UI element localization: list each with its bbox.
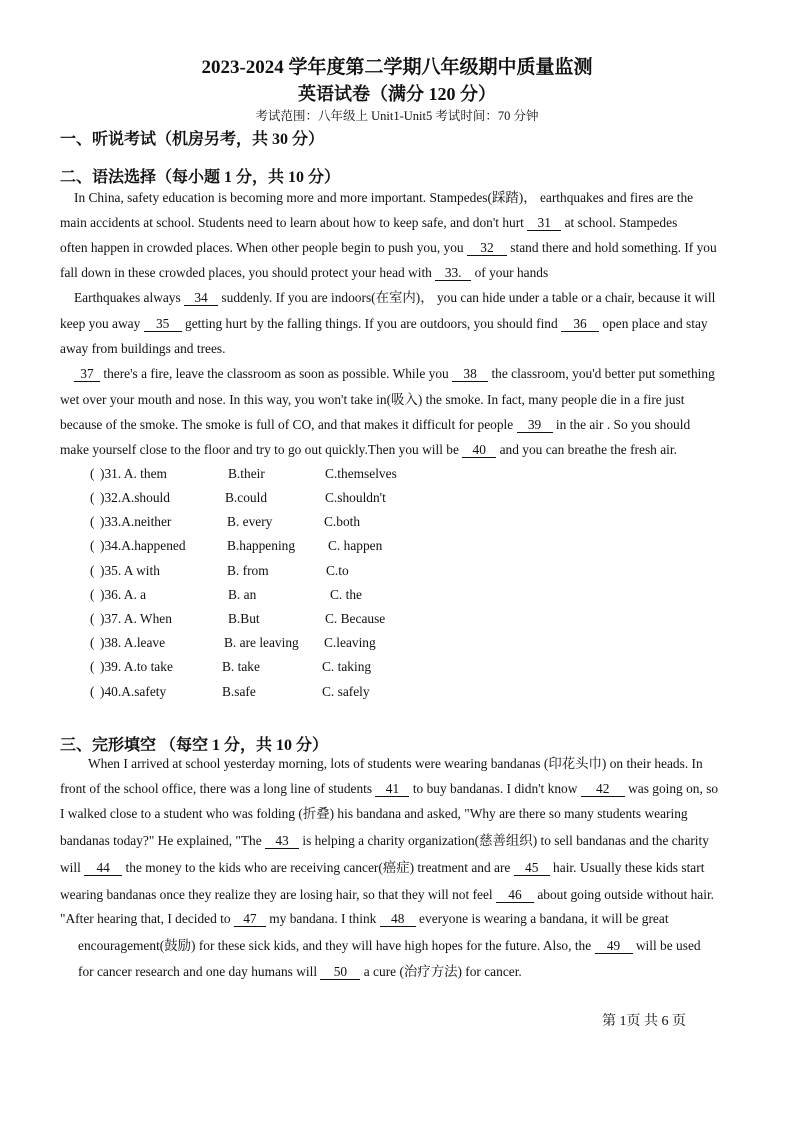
option-b: B.happening xyxy=(227,538,296,553)
option-b: B.But xyxy=(228,611,260,626)
option-c: C.leaving xyxy=(324,635,376,650)
passage-line: because of the smoke. The smoke is full of CO, and that makes it difficult for people 39 in the air . So you should xyxy=(60,417,691,432)
blank-31: 31 xyxy=(527,215,561,231)
answer-paren[interactable]: ( xyxy=(90,563,95,578)
option-a: )34.A.happened xyxy=(100,538,186,553)
answer-paren[interactable]: ( xyxy=(90,490,95,505)
passage-line: Earthquakes always 34 suddenly. If you are indoors(在室内)， you can hide under a table or a chair, because it will xyxy=(74,290,716,305)
option-c: C. happen xyxy=(328,538,383,553)
blank-35: 35 xyxy=(144,316,182,332)
option-b: B. take xyxy=(222,659,260,674)
option-a: )35. A with xyxy=(100,563,160,578)
option-c: C. Because xyxy=(325,611,386,626)
passage-line: wearing bandanas once they realize they are losing hair, so that they will not feel 46 about going outside without hair. xyxy=(60,887,715,902)
option-b: B. are leaving xyxy=(224,635,299,650)
blank-40: 40 xyxy=(462,442,496,458)
answer-paren[interactable]: ( xyxy=(90,635,95,650)
passage-line: wet over your mouth and nose. In this way, you won't take in(吸入) the smoke. In fact, many people die in a fire just xyxy=(60,392,685,407)
blank-41: 41 xyxy=(375,781,409,797)
page-number: 第 1页 共 6 页 xyxy=(602,1014,686,1029)
section3-heading: 三、完形填空 （每空 1 分，共 10 分） xyxy=(60,737,329,754)
passage-line: In China, safety education is becoming more and more important. Stampedes(踩踏)， earthquakes and fires are the xyxy=(74,190,694,205)
passage-line: make yourself close to the floor and try to go out quickly.Then you will be 40 and you can breathe the fresh air. xyxy=(60,442,677,457)
blank-37: 37 xyxy=(74,366,100,382)
option-a: )33.A.neither xyxy=(100,514,172,529)
blank-44: 44 xyxy=(84,860,122,876)
option-a: )38. A.leave xyxy=(100,635,166,650)
answer-paren[interactable]: ( xyxy=(90,538,95,553)
passage-line: often happen in crowded places. When other people begin to push you, you 32 stand there and hold something. If you xyxy=(60,240,717,255)
option-a: )39. A.to take xyxy=(100,659,173,674)
blank-39: 39 xyxy=(517,417,553,433)
section2-heading: 二、语法选择（每小题 1 分，共 10 分） xyxy=(60,169,341,186)
blank-46: 46 xyxy=(496,887,534,903)
passage-line: bandanas today?" He explained, "The 43 is helping a charity organization(慈善组织) to sell bandanas and the charity xyxy=(60,833,709,848)
passage-line: for cancer research and one day humans will 50 a cure (治疗方法) for cancer. xyxy=(78,964,522,979)
option-b: B.could xyxy=(225,490,268,505)
blank-43: 43 xyxy=(265,833,299,849)
blank-33: 33. xyxy=(435,265,471,281)
blank-34: 34 xyxy=(184,290,218,306)
option-b: B.safe xyxy=(222,684,256,699)
option-b: B. an xyxy=(228,587,257,602)
passage-line: When I arrived at school yesterday morning, lots of students were wearing bandanas (印花头巾) on their heads. In xyxy=(88,756,703,771)
option-c: C. safely xyxy=(322,684,370,699)
passage-line: front of the school office, there was a long line of students 41 to buy bandanas. I didn't know 42 was going on, so xyxy=(60,781,719,796)
blank-49: 49 xyxy=(595,938,633,954)
blank-45: 45 xyxy=(514,860,550,876)
option-b: B. every xyxy=(227,514,273,529)
passage-line: "After hearing that, I decided to 47 my bandana. I think 48 everyone is wearing a bandana, it will be great xyxy=(60,911,669,926)
passage-line: main accidents at school. Students need to learn about how to keep safe, and don't hurt 31 at school. Stampedes xyxy=(60,215,678,230)
option-a: )40.A.safety xyxy=(100,684,167,699)
option-c: C. taking xyxy=(322,659,372,674)
blank-48: 48 xyxy=(380,911,416,927)
answer-paren[interactable]: ( xyxy=(90,659,95,674)
option-c: C.shouldn't xyxy=(325,490,386,505)
option-a: )32.A.should xyxy=(100,490,170,505)
passage-line: 37 there's a fire, leave the classroom as soon as possible. While you 38 the classroom, you'd better put something xyxy=(74,365,774,383)
passage-line: I walked close to a student who was folding (折叠) his bandana and asked, "Why are there so many students wearing xyxy=(60,806,688,821)
option-b: B.their xyxy=(228,466,265,481)
option-c: C.both xyxy=(324,514,361,529)
passage-line: encouragement(鼓励) for these sick kids, and they will have high hopes for the future. Also, the 49 will be used xyxy=(78,938,701,953)
blank-38: 38 xyxy=(452,366,488,382)
passage-line: away from buildings and trees. xyxy=(60,341,226,356)
option-a: )31. A. them xyxy=(100,466,167,481)
passage-line: will 44 the money to the kids who are receiving cancer(癌症) treatment and are 45 hair. Usually these kids start xyxy=(60,860,705,875)
answer-paren[interactable]: ( xyxy=(90,514,95,529)
passage-line: fall down in these crowded places, you should protect your head with 33. of your hands xyxy=(60,265,549,280)
blank-47: 47 xyxy=(234,911,266,927)
answer-paren[interactable]: ( xyxy=(90,587,95,602)
option-b: B. from xyxy=(227,563,269,578)
exam-title: 2023-2024 学年度第二学期八年级期中质量监测 xyxy=(201,57,593,78)
passage-line: keep you away 35 getting hurt by the falling things. If you are outdoors, you should find 36 open place and stay xyxy=(60,316,708,331)
answer-paren[interactable]: ( xyxy=(90,466,95,481)
option-c: C.to xyxy=(326,563,349,578)
option-a: )37. A. When xyxy=(100,611,172,626)
blank-32: 32 xyxy=(467,240,507,256)
exam-info: 考试范围：八年级上 Unit1-Unit5 考试时间：70 分钟 xyxy=(255,109,539,123)
blank-36: 36 xyxy=(561,316,599,332)
section1-heading: 一、听说考试（机房另考，共 30 分） xyxy=(60,131,325,148)
exam-subtitle: 英语试卷（满分 120 分） xyxy=(298,84,496,104)
blank-50: 50 xyxy=(320,964,360,980)
answer-paren[interactable]: ( xyxy=(90,611,95,626)
blank-42: 42 xyxy=(581,781,625,797)
answer-paren[interactable]: ( xyxy=(90,684,95,699)
option-c: C. the xyxy=(330,587,362,602)
option-c: C.themselves xyxy=(325,466,397,481)
option-a: )36. A. a xyxy=(100,587,147,602)
